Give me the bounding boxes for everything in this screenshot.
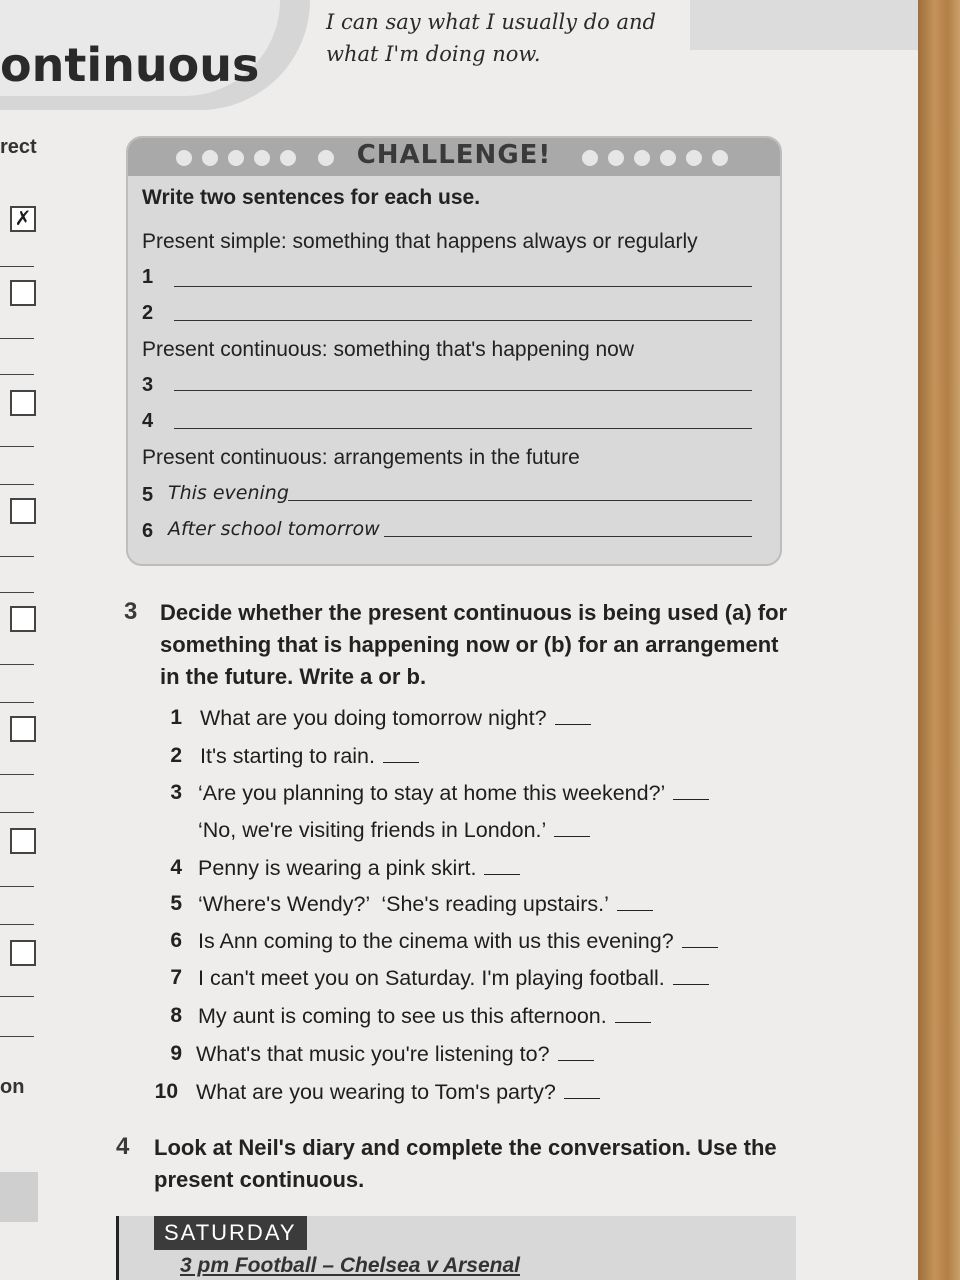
challenge-item-number: 6 (142, 520, 154, 542)
question-text: It's starting to rain. (200, 744, 375, 768)
question-item (198, 892, 653, 917)
question-number: 4 (170, 856, 182, 879)
exercise-instruction-line: something that is happening now or (b) for an arrangement (160, 632, 779, 657)
question-number: 6 (170, 929, 182, 952)
answer-blank[interactable] (564, 1098, 600, 1099)
challenge-title: CHALLENGE! (356, 140, 552, 170)
question-text: Penny is wearing a pink skirt. (198, 856, 477, 880)
answer-blank[interactable] (673, 984, 709, 985)
answer-blank[interactable] (484, 874, 520, 875)
question-number: 1 (170, 706, 182, 729)
exercise-instruction-line: Decide whether the present continuous is being used (a) for (160, 600, 788, 625)
margin-checkbox[interactable] (10, 498, 36, 524)
answer-blank[interactable] (615, 1022, 651, 1023)
margin-line (0, 338, 34, 339)
question-text: What are you wearing to Tom's party? (196, 1080, 556, 1104)
margin-line (0, 996, 34, 997)
question-text: I can't meet you on Saturday. I'm playing football. (198, 966, 665, 990)
question-text: ‘Are you planning to stay at home this weekend?’ (198, 781, 666, 805)
margin-checkbox[interactable] (10, 716, 36, 742)
question-text: ‘Where's Wendy?’ ‘She's reading upstairs.’ (198, 892, 609, 916)
margin-line (0, 556, 34, 557)
margin-line (0, 812, 34, 813)
question-number: 8 (170, 1004, 182, 1027)
question-item (200, 706, 591, 731)
answer-blank[interactable] (558, 1060, 594, 1061)
answer-blank[interactable] (554, 836, 590, 837)
diary-entry: 3 pm Football – Chelsea v Arsenal (180, 1254, 520, 1277)
answer-blank[interactable] (673, 799, 709, 800)
question-number: 7 (170, 966, 182, 989)
question-item (198, 966, 709, 991)
question-text: My aunt is coming to see us this afternoon. (198, 1004, 607, 1028)
answer-blank[interactable] (617, 910, 653, 911)
exercise-instruction-line: in the future. Write a or b. (160, 664, 427, 689)
question-number: 3 (170, 781, 182, 804)
table-surface (918, 0, 960, 1280)
answer-blank[interactable] (682, 947, 718, 948)
question-item (196, 1042, 594, 1067)
exercise-number: 3 (124, 598, 138, 625)
challenge-item-number: 1 (142, 266, 154, 288)
answer-line[interactable] (174, 390, 752, 391)
question-text: Is Ann coming to the cinema with us this evening? (198, 929, 674, 953)
question-item (198, 1004, 651, 1029)
question-text: What's that music you're listening to? (196, 1042, 550, 1066)
margin-line (0, 446, 34, 447)
answer-line[interactable] (384, 536, 752, 537)
answer-blank[interactable] (555, 724, 591, 725)
challenge-section-heading: Present simple: something that happens always or regularly (142, 230, 698, 253)
margin-line (0, 484, 34, 485)
question-number: 2 (170, 744, 182, 767)
challenge-item-number: 2 (142, 302, 154, 324)
margin-label-top: rect (0, 136, 37, 158)
challenge-item-number: 4 (142, 410, 154, 432)
margin-checkbox[interactable] (10, 828, 36, 854)
question-number: 9 (170, 1042, 182, 1065)
margin-checkbox[interactable] (10, 390, 36, 416)
challenge-section-heading: Present continuous: something that's happening now (142, 338, 635, 361)
margin-line (0, 774, 34, 775)
margin-line (0, 924, 34, 925)
question-item (198, 818, 590, 843)
question-item (198, 929, 718, 954)
challenge-item-number: 5 (142, 484, 154, 506)
margin-line (0, 664, 34, 665)
margin-line (0, 702, 34, 703)
challenge-item-prompt: After school tomorrow (168, 518, 380, 540)
margin-line (0, 1036, 34, 1037)
margin-shade (0, 1172, 38, 1222)
question-item (198, 856, 520, 881)
answer-line[interactable] (174, 320, 752, 321)
challenge-item-number: 3 (142, 374, 154, 396)
header-right-band (690, 0, 918, 50)
question-number: 5 (170, 892, 182, 915)
margin-checkbox[interactable] (10, 606, 36, 632)
answer-blank[interactable] (383, 762, 419, 763)
margin-line (0, 886, 34, 887)
answer-line[interactable] (174, 428, 752, 429)
answer-line[interactable] (288, 500, 752, 501)
challenge-header (128, 138, 780, 176)
exercise-number: 4 (116, 1133, 130, 1160)
margin-line (0, 592, 34, 593)
challenge-instruction: Write two sentences for each use. (142, 186, 481, 209)
margin-checkbox[interactable] (10, 280, 36, 306)
page-title: ontinuous (0, 38, 260, 92)
challenge-section-heading: Present continuous: arrangements in the future (142, 446, 580, 469)
learning-objective: I can say what I usually do and what I'm doing now. (326, 10, 656, 66)
margin-checkbox-checked[interactable]: ✗ (10, 206, 36, 232)
question-text: ‘No, we're visiting friends in London.’ (198, 818, 547, 842)
margin-label-bottom: on (0, 1076, 25, 1098)
exercise-instruction-line: present continuous. (154, 1167, 365, 1192)
diary-day-label: SATURDAY (154, 1216, 307, 1250)
exercise-instruction-line: Look at Neil's diary and complete the conversation. Use the (154, 1135, 777, 1160)
challenge-item-prompt: This evening (168, 482, 289, 504)
question-item (200, 744, 419, 769)
question-text: What are you doing tomorrow night? (200, 706, 547, 730)
question-item (198, 781, 709, 806)
question-number: 10 (154, 1080, 178, 1103)
question-item (196, 1080, 600, 1105)
challenge-box (126, 136, 782, 566)
margin-checkbox[interactable] (10, 940, 36, 966)
margin-line (0, 266, 34, 267)
answer-line[interactable] (174, 286, 752, 287)
margin-line (0, 374, 34, 375)
